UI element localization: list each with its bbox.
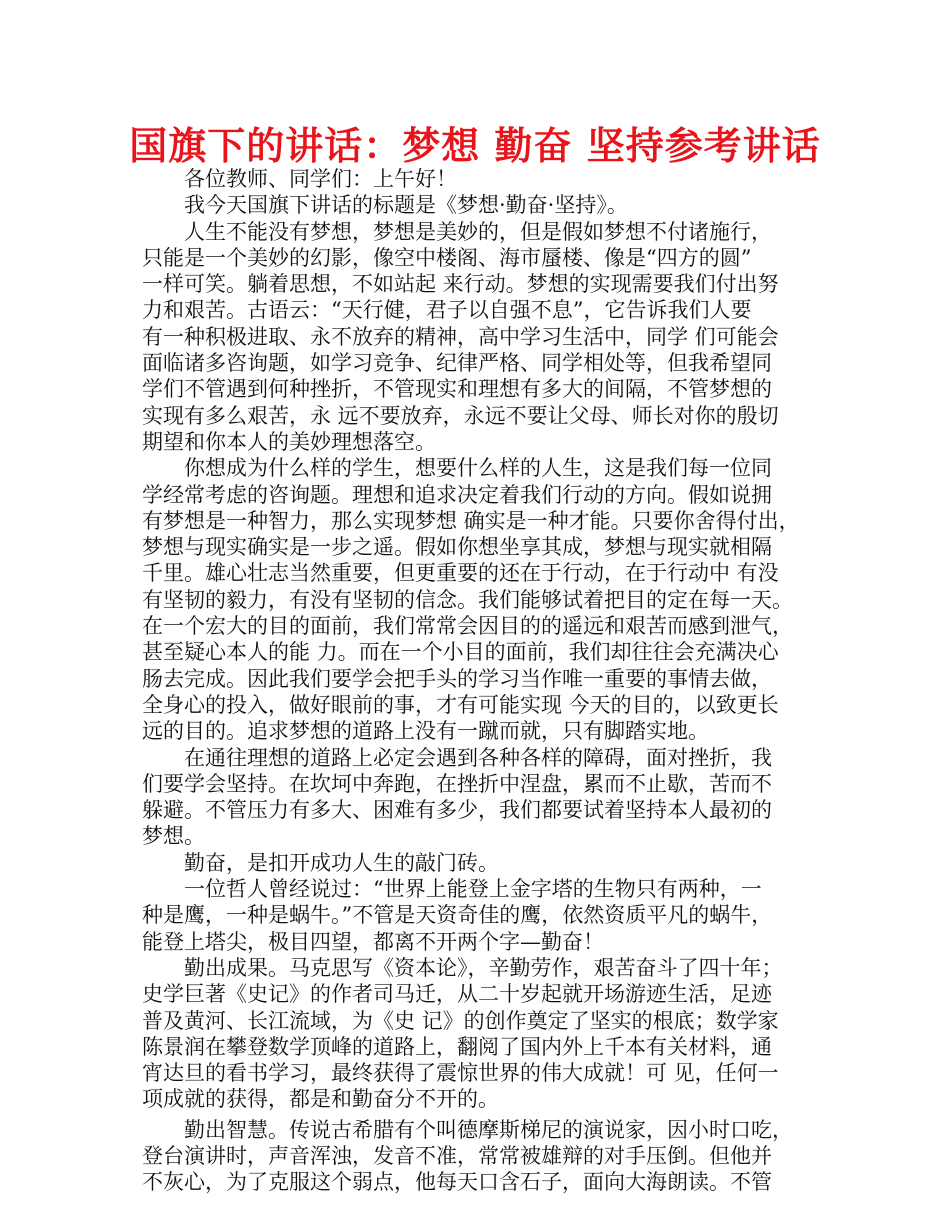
text-line: 宵达旦的看书学习，最终获得了震惊世界的伟大成就！可 见，任何一 (142, 1061, 779, 1086)
text-line: 有坚韧的毅力，有没有坚韧的信念。我们能够试着把目的定在每一天。 (142, 587, 793, 612)
text-line: 勤奋，是扣开成功人生的敲门砖。 (184, 850, 499, 875)
text-line: 有梦想是一种智力，那么实现梦想 确实是一种才能。只要你舍得付出， (142, 508, 800, 533)
text-line: 各位教师、同学们：上午好！ (184, 167, 457, 191)
text-line: 登台演讲时，声音浑浊，发音不准，常常被雄辩的对手压倒。但他并 (142, 1143, 772, 1168)
text-line: 们要学会坚持。在坎坷中奔跑，在挫折中涅盘，累而不止歇，苦而不 (142, 771, 772, 796)
text-line: 梦想与现实确实是一步之遥。假如你想坐享其成，梦想与现实就相隔 (142, 535, 772, 560)
text-line: 梦想。 (142, 824, 205, 849)
text-line: 我今天国旗下讲话的标题是《梦想·勤奋·坚持》。 (184, 193, 628, 218)
text-line: 在通往理想的道路上必定会遇到各种各样的障碍，面对挫折，我 (184, 745, 772, 770)
text-line: 史学巨著《史记》的作者司马迁，从二十岁起就开场游迹生活，足迹 (142, 982, 772, 1007)
text-line: 项成就的获得，都是和勤奋分不开的。 (142, 1087, 499, 1112)
document-body (142, 166, 828, 1196)
text-line: 陈景润在攀登数学顶峰的道路上，翻阅了国内外上千本有关材料，通 (142, 1034, 772, 1059)
text-line: 种是鹰，一种是蜗牛。”不管是天资奇佳的鹰，依然资质平凡的蜗牛， (142, 903, 773, 928)
text-line: 全身心的投入，做好眼前的事，才有可能实现 今天的目的，以致更长 (142, 692, 779, 717)
text-line: 躲避。不管压力有多大、困难有多少，我们都要试着坚持本人最初的 (142, 798, 772, 823)
text-line: 勤出成果。马克思写《资本论》，辛勤劳作，艰苦奋斗了四十年； (184, 955, 783, 980)
text-line: 一样可笑。躺着思想，不如站起 来行动。梦想的实现需要我们付出努 (142, 272, 779, 297)
text-line: 在一个宏大的目的面前，我们常常会因目的的遥远和艰苦而感到泄气， (142, 614, 793, 639)
text-line: 面临诸多咨询题，如学习竞争、纪律严格、同学相处等，但我希望同 (142, 351, 772, 376)
text-line: 一位哲人曾经说过：“世界上能登上金字塔的生物只有两种，一 (184, 877, 762, 902)
text-line: 肠去完成。因此我们要学会把手头的学习当作唯一重要的事情去做， (142, 666, 772, 691)
text-line: 你想成为什么样的学生，想要什么样的人生，这是我们每一位同 (184, 456, 772, 481)
text-line: 只能是一个美妙的幻影，像空中楼阁、海市蜃楼、像是“四方的圆” (142, 245, 752, 270)
text-line: 能登上塔尖，极目四望，都离不开两个字—勤奋！ (142, 929, 604, 954)
text-line: 勤出智慧。传说古希腊有个叫德摩斯梯尼的演说家，因小时口吃， (184, 1117, 793, 1142)
text-line: 千里。雄心壮志当然重要，但更重要的还在于行动，在于行动中 有没 (142, 561, 779, 586)
text-line: 不灰心，为了克服这个弱点，他每天口含石子，面向大海朗读。不管 (142, 1170, 772, 1195)
text-line: 人生不能没有梦想，梦想是美妙的，但是假如梦想不付诸施行， (184, 219, 772, 244)
text-line: 力和艰苦。古语云：“天行健，君子以自强不息”，它告诉我们人要 (142, 298, 752, 323)
text-line: 学们不管遇到何种挫折，不管现实和理想有多大的间隔，不管梦想的 (142, 377, 772, 402)
text-line: 实现有多么艰苦，永 远不要放弃，永远不要让父母、师长对你的殷切 (142, 403, 779, 428)
text-line: 有一种积极进取、永不放弃的精神，高中学习生活中，同学 们可能会 (142, 324, 779, 349)
text-line: 学经常考虑的咨询题。理想和追求决定着我们行动的方向。假如说拥 (142, 482, 772, 507)
text-line: 远的目的。追求梦想的道路上没有一蹴而就，只有脚踏实地。 (142, 719, 709, 744)
text-line: 甚至疑心本人的能 力。而在一个小目的面前，我们却往往会充满决心 (142, 640, 779, 665)
text-line: 期望和你本人的美妙理想落空。 (142, 429, 436, 454)
text-line: 普及黄河、长江流域，为《史 记》的创作奠定了坚实的根底；数学家 (142, 1008, 779, 1033)
document-title: 国旗下的讲话：梦想 勤奋 坚持参考讲话 (129, 124, 821, 168)
